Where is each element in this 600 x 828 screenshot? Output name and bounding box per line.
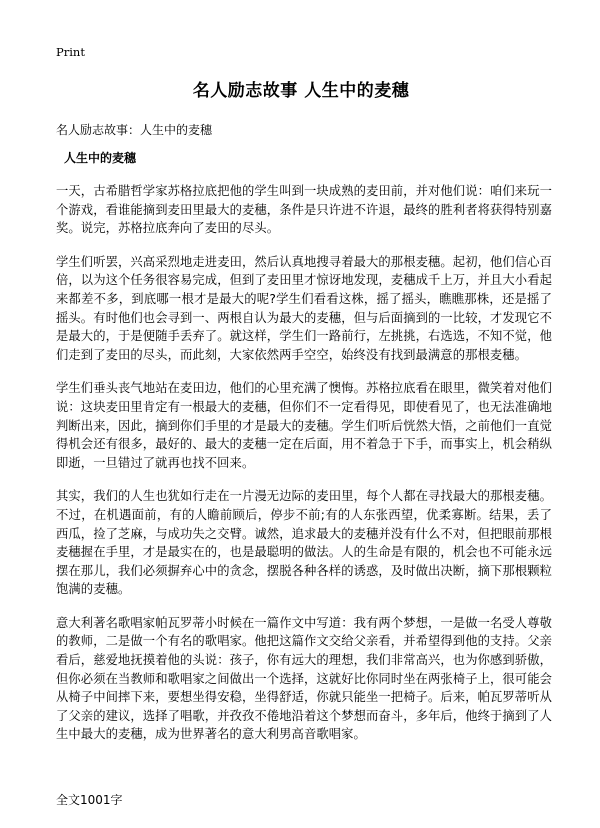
article-body <box>56 182 552 759</box>
article-subtitle: 名人励志故事：人生中的麦穗 <box>56 123 213 137</box>
paragraph-5: 意大利著名歌唱家帕瓦罗蒂小时候在一篇作文中写道：我有两个梦想，一是做一名受人尊敬的教师，二是做一个有名的歌唱家。他把这篇作文交给父亲看，并希望得到他的支持。父亲看后，慈爱地抚摸着他的头说：孩子，你有远大的理想，我们非常高兴，也为你感到骄傲，但你必须在当教师和歌唱家之间做出一个选择，这就好比你同时坐在两张椅子上，很可能会从椅子中间摔下来，要想坐得安稳，坐得舒适，你就只能坐一把椅子。后来，帕瓦罗蒂听从了父亲的建议，选择了唱歌，并孜孜不倦地沿着这个梦想而奋斗，多年后，他终于摘到了人生中最大的麦穗，成为世界著名的意大利男高音歌唱家。 <box>56 615 552 742</box>
paragraph-1: 一天，古希腊哲学家苏格拉底把他的学生叫到一块成熟的麦田前，并对他们说：咱们来玩一个游戏，看谁能摘到麦田里最大的麦穗，条件是只许进不许退，最终的胜利者将获得特别嘉奖。说完，苏格拉底奔向了麦田的尽头。 <box>56 184 552 236</box>
print-link[interactable]: Print <box>56 45 85 59</box>
paragraph-3: 学生们垂头丧气地站在麦田边，他们的心里充满了懊悔。苏格拉底看在眼里，微笑着对他们说：这块麦田里肯定有一根最大的麦穗，但你们不一定看得见，即使看见了，也无法准确地判断出来，因此，摘到你们手里的才是最大的麦穗。学生们听后恍然大悟，之前他们一直觉得机会还有很多，最好的、最大的麦穗一定在后面，用不着急于下手，而事实上，机会稍纵即逝，一旦错过了就再也找不回来。 <box>56 381 552 470</box>
word-count: 全文1001字 <box>56 793 123 807</box>
section-heading: 人生中的麦穗 <box>64 151 137 165</box>
paragraph-4: 其实，我们的人生也犹如行走在一片漫无边际的麦田里，每个人都在寻找最大的那根麦穗。不过，在机遇面前，有的人瞻前顾后，停步不前;有的人东张西望，优柔寡断。结果，丢了西瓜，捡了芝麻，与成功失之交臂。诚然，追求最大的麦穗并没有什么不对，但把眼前那根麦穗握在手里，才是最实在的，也是最聪明的做法。人的生命是有限的，机会也不可能永远摆在那儿，我们必须摒弃心中的贪念，摆脱各种各样的诱惑，及时做出决断，摘下那根颗粒饱满的麦穗。 <box>56 489 552 597</box>
paragraph-2: 学生们听罢，兴高采烈地走进麦田，然后认真地搜寻着最大的那根麦穗。起初，他们信心百倍，以为这个任务很容易完成，但到了麦田里才惊讶地发现，麦穗成千上万，并且大小看起来都差不多，到底哪一根才是最大的呢?学生们看看这株，摇了摇头，瞧瞧那株，还是摇了摇头。有时他们也会寻到一、两根自认为最大的麦穗，但与后面摘到的一比较，才发现它不是最大的，于是便随手丢弃了。就这样，学生们一路前行，左挑挑，右选选，不知不觉，他们走到了麦田的尽头，而此刻，大家依然两手空空，始终没有找到最满意的那根麦穗。 <box>56 254 552 362</box>
page-title: 名人励志故事 人生中的麦穗 <box>192 81 410 101</box>
